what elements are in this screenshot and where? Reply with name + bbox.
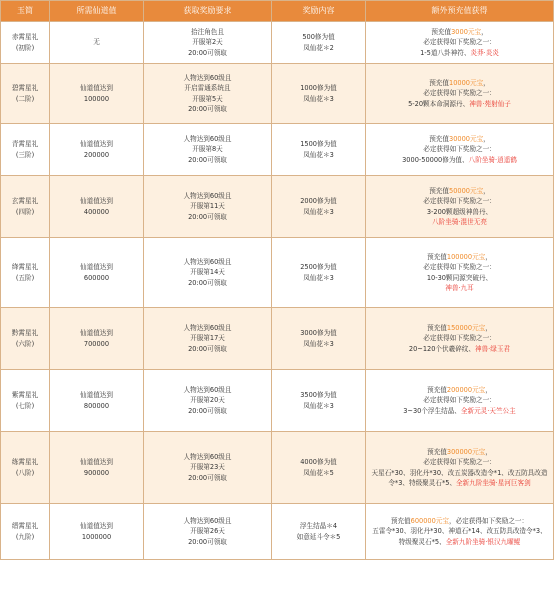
extra-reward-line <box>368 78 551 88</box>
cell-requirement-line: 开服第23天 <box>190 463 225 472</box>
cell-requirement <box>144 370 272 432</box>
highlight-text: 100000元宝 <box>446 252 486 261</box>
cell-reward <box>272 22 366 64</box>
extra-reward-line <box>368 283 551 293</box>
cell-requirement <box>144 432 272 504</box>
extra-text: ， <box>483 134 490 143</box>
cell-reward-line: 500修为值 <box>302 33 335 42</box>
cell-reward-line: 浮生结晶＊4 <box>299 522 338 531</box>
extra-reward-line <box>368 273 551 283</box>
cell-required-value <box>50 124 144 176</box>
extra-reward-line <box>368 48 551 58</box>
extra-text: 天星石*30、羽化丹*30、改五炭器改造令*1、改五防具改造 <box>371 468 548 477</box>
extra-text: 必定获得如下奖励之一： <box>423 145 496 154</box>
cell-jade-slip <box>1 432 50 504</box>
highlight-text: 神兽·九耳 <box>445 283 474 292</box>
highlight-text: 全新九阶坐骑·星河巨客剑 <box>456 478 531 487</box>
cell-jade-slip-line: (三阶) <box>15 150 35 159</box>
highlight-text: 200000元宝 <box>446 385 486 394</box>
extra-text: 3~30个浮生结晶、 <box>403 406 461 415</box>
cell-requirement-line: 开服第5天 <box>192 94 223 103</box>
cell-required-value-line: 仙道值达到 <box>80 140 113 149</box>
extra-reward-line <box>368 262 551 272</box>
cell-required-value <box>50 22 144 64</box>
cell-requirement-line: 开服第11天 <box>190 202 225 211</box>
cell-reward-line: 凤仙花＊3 <box>303 339 334 348</box>
extra-text: 预充值 <box>431 27 452 36</box>
extra-text: 3-200颗超级神兽丹、 <box>426 207 493 216</box>
extra-text: 必定获得如下奖励之一： <box>423 197 496 206</box>
extra-text: 必定获得如下奖励之一： <box>423 89 496 98</box>
extra-text: 预充值 <box>429 186 449 195</box>
cell-jade-slip <box>1 22 50 64</box>
cell-reward-line: 3000修为值 <box>300 329 337 338</box>
cell-extra-reward <box>366 22 554 64</box>
cell-jade-slip <box>1 238 50 308</box>
cell-requirement <box>144 22 272 64</box>
extra-reward-line <box>368 37 551 47</box>
cell-requirement-line: 开服第2天 <box>192 38 223 47</box>
cell-requirement-line: 开服第14天 <box>190 268 225 277</box>
cell-reward-line: 如意延斗令＊5 <box>296 532 341 541</box>
extra-reward-line <box>368 99 551 109</box>
cell-jade-slip-line: 紫霄星礼 <box>11 391 39 400</box>
extra-text: 必定获得如下奖励之一： <box>423 263 496 272</box>
extra-text: 5-20颗本命洞源丹、 <box>408 99 470 108</box>
header-requirement: 获取奖励要求 <box>144 1 272 22</box>
cell-requirement-line: 人物达到60级且 <box>183 257 232 266</box>
highlight-text: 神兽·绿玉君 <box>475 344 511 353</box>
extra-text: 预充值 <box>427 447 447 456</box>
extra-reward-line <box>368 27 551 37</box>
extra-text: ， <box>483 78 490 87</box>
cell-required-value-line: 仙道值达到 <box>80 458 113 467</box>
cell-required-value-line: 1000000 <box>81 532 112 541</box>
cell-required-value-line: 200000 <box>83 150 110 159</box>
extra-reward-line <box>368 88 551 98</box>
cell-requirement-line: 人物达到60级且 <box>183 191 232 200</box>
highlight-text: 炎莽·炎炎 <box>470 48 499 57</box>
extra-reward-line <box>368 406 551 416</box>
cell-requirement-line: 开服第17天 <box>190 334 225 343</box>
highlight-text: 全新元灵·天竺公主 <box>460 406 516 415</box>
cell-requirement-line: 人物达到60级且 <box>183 323 232 332</box>
cell-extra-reward <box>366 124 554 176</box>
extra-reward-line <box>368 196 551 206</box>
cell-reward-line: 4000修为值 <box>300 458 337 467</box>
cell-requirement-line: 人物达到60级且 <box>183 73 232 82</box>
highlight-text: 150000元宝 <box>446 323 486 332</box>
table-row <box>1 370 554 432</box>
cell-jade-slip-line: (四阶) <box>15 207 35 216</box>
extra-text: ，必定获得如下奖励之一： <box>449 516 529 525</box>
extra-reward-line <box>368 395 551 405</box>
cell-requirement-line: 拾注角色且 <box>191 27 224 36</box>
cell-required-value <box>50 176 144 238</box>
cell-reward-line: 3500修为值 <box>300 391 337 400</box>
cell-jade-slip <box>1 370 50 432</box>
extra-reward-line <box>368 144 551 154</box>
table-header-row <box>1 1 554 22</box>
cell-requirement <box>144 176 272 238</box>
extra-text: 预充值 <box>427 323 447 332</box>
cell-jade-slip <box>1 176 50 238</box>
cell-required-value <box>50 432 144 504</box>
cell-extra-reward <box>366 370 554 432</box>
cell-reward <box>272 64 366 124</box>
cell-jade-slip-line: 青霄星礼 <box>11 140 39 149</box>
cell-requirement-line: 开服第8天 <box>192 145 223 154</box>
cell-requirement-line: 20:00可领取 <box>188 104 227 113</box>
cell-required-value-line: 400000 <box>83 207 110 216</box>
cell-requirement-line: 20:00可领取 <box>188 278 227 287</box>
cell-jade-slip-line: 碧霄星礼 <box>11 84 39 93</box>
cell-reward-line: 凤仙花＊3 <box>303 94 334 103</box>
extra-text: ， <box>483 186 490 195</box>
cell-required-value-line: 900000 <box>83 468 110 477</box>
cell-jade-slip-line: (五阶) <box>15 273 35 282</box>
highlight-text: 神兽·苑射仙子 <box>469 99 511 108</box>
highlight-text: 全新九阶坐骑·银汉九曜鲲 <box>445 537 521 546</box>
extra-reward-line <box>368 385 551 395</box>
extra-reward-line <box>368 478 551 488</box>
cell-requirement-line: 20:00可领取 <box>188 473 227 482</box>
table-row <box>1 432 554 504</box>
table-row <box>1 124 554 176</box>
cell-reward <box>272 124 366 176</box>
cell-requirement-line: 20:00可领取 <box>188 537 227 546</box>
cell-reward-line: 凤仙花＊3 <box>303 150 334 159</box>
table-row <box>1 504 554 560</box>
extra-text: ， <box>485 447 492 456</box>
extra-reward-line <box>368 217 551 227</box>
header-required-value: 所需仙道值 <box>50 1 144 22</box>
highlight-text: 50000元宝 <box>449 186 484 195</box>
cell-jade-slip-line: (六阶) <box>15 339 35 348</box>
table-row <box>1 308 554 370</box>
extra-reward-line <box>368 457 551 467</box>
extra-text: 令*3、特级聚灵石*5、 <box>388 478 457 487</box>
highlight-text: 30000元宝 <box>449 134 484 143</box>
highlight-text: 八阶坐骑·逍遥鹤 <box>468 155 517 164</box>
cell-jade-slip-line: (七阶) <box>15 401 35 410</box>
cell-reward-line: 凤仙花＊5 <box>303 468 334 477</box>
cell-extra-reward <box>366 64 554 124</box>
cell-required-value-line: 100000 <box>83 94 110 103</box>
extra-text: 10-30颗同源突破丹、 <box>426 273 493 282</box>
cell-reward-line: 1500修为值 <box>300 140 337 149</box>
cell-requirement-line: 20:00可领取 <box>188 48 227 57</box>
cell-reward-line: 凤仙花＊2 <box>303 43 334 52</box>
table-row <box>1 64 554 124</box>
cell-required-value-line: 仙道值达到 <box>80 522 113 531</box>
extra-text: 预充值 <box>427 252 447 261</box>
cell-required-value <box>50 370 144 432</box>
cell-jade-slip-line: (初阶) <box>15 43 35 52</box>
extra-text: 必定获得如下奖励之一： <box>423 458 496 467</box>
cell-reward-line: 2000修为值 <box>300 197 337 206</box>
highlight-text: 600000元宝 <box>410 516 449 525</box>
table-row <box>1 176 554 238</box>
extra-text: ， <box>485 385 492 394</box>
extra-text: 特级聚灵石*5、 <box>398 537 446 546</box>
cell-required-value-line: 600000 <box>83 273 110 282</box>
cell-required-value-line: 仙道值达到 <box>80 329 113 338</box>
extra-reward-line <box>368 186 551 196</box>
extra-reward-line <box>368 468 551 478</box>
cell-requirement-line: 开服第26天 <box>190 527 225 536</box>
cell-extra-reward <box>366 504 554 560</box>
cell-requirement-line: 20:00可领取 <box>188 344 227 353</box>
cell-requirement-line: 20:00可领取 <box>188 155 227 164</box>
extra-text: 必定获得如下奖励之一： <box>423 396 496 405</box>
cell-requirement-line: 开启雷通系统且 <box>184 84 231 93</box>
cell-jade-slip-line: 玄霄星礼 <box>11 197 39 206</box>
cell-jade-slip-line: 黔霄星礼 <box>11 329 39 338</box>
extra-reward-line <box>368 155 551 165</box>
cell-requirement <box>144 124 272 176</box>
extra-text: 20~120个伏羲碎纹、 <box>408 344 475 353</box>
cell-requirement-line: 人物达到60级且 <box>183 452 232 461</box>
extra-reward-line <box>368 516 551 526</box>
cell-requirement-line: 开服第20天 <box>190 396 225 405</box>
extra-text: ， <box>485 323 492 332</box>
cell-reward-line: 凤仙花＊3 <box>303 273 334 282</box>
cell-reward <box>272 308 366 370</box>
cell-required-value-line: 仙道值达到 <box>80 197 113 206</box>
extra-reward-line <box>368 252 551 262</box>
cell-jade-slip-line: (八阶) <box>15 468 35 477</box>
cell-jade-slip <box>1 124 50 176</box>
cell-extra-reward <box>366 432 554 504</box>
extra-text: 预充值 <box>390 516 411 525</box>
extra-text: 1-5道八卦神符、 <box>420 48 471 57</box>
cell-reward-line: 2500修为值 <box>300 263 337 272</box>
highlight-text: 10000元宝 <box>449 78 484 87</box>
cell-reward <box>272 370 366 432</box>
extra-text: 预充值 <box>429 78 449 87</box>
cell-reward <box>272 176 366 238</box>
cell-jade-slip-line: 绛霄星礼 <box>11 263 39 272</box>
cell-required-value-line: 无 <box>93 38 100 47</box>
cell-requirement-line: 人物达到60级且 <box>183 385 232 394</box>
cell-required-value-line: 仙道值达到 <box>80 391 113 400</box>
extra-text: 预充值 <box>429 134 449 143</box>
cell-requirement-line: 人物达到60级且 <box>183 516 232 525</box>
cell-requirement-line: 人物达到60级且 <box>183 134 232 143</box>
cell-jade-slip <box>1 64 50 124</box>
table-row <box>1 238 554 308</box>
cell-required-value-line: 仙道值达到 <box>80 263 113 272</box>
highlight-text: 八阶坐骑·混世无亮 <box>432 217 487 226</box>
cell-reward <box>272 432 366 504</box>
header-extra-reward: 额外预充值获得 <box>366 1 554 22</box>
extra-reward-line <box>368 134 551 144</box>
cell-required-value-line: 仙道值达到 <box>80 84 113 93</box>
extra-reward-line <box>368 537 551 547</box>
cell-requirement-line: 20:00可领取 <box>188 406 227 415</box>
header-jade-slip: 玉简 <box>1 1 50 22</box>
cell-reward <box>272 238 366 308</box>
cell-required-value <box>50 64 144 124</box>
cell-requirement <box>144 64 272 124</box>
cell-required-value-line: 700000 <box>83 339 110 348</box>
cell-reward-line: 1000修为值 <box>300 84 337 93</box>
cell-extra-reward <box>366 238 554 308</box>
extra-reward-line <box>368 333 551 343</box>
cell-required-value-line: 800000 <box>83 401 110 410</box>
extra-reward-line <box>368 526 551 536</box>
cell-jade-slip-line: (二阶) <box>15 94 35 103</box>
extra-text: 必定获得如下奖励之一： <box>423 38 496 47</box>
extra-text: ， <box>481 27 488 36</box>
cell-jade-slip-line: 缙霄星礼 <box>11 522 39 531</box>
cell-extra-reward <box>366 176 554 238</box>
highlight-text: 300000元宝 <box>446 447 486 456</box>
cell-jade-slip-line: 练霄星礼 <box>11 458 39 467</box>
extra-reward-line <box>368 323 551 333</box>
cell-jade-slip <box>1 308 50 370</box>
cell-reward-line: 凤仙花＊3 <box>303 401 334 410</box>
cell-jade-slip-line: (九阶) <box>15 532 35 541</box>
cell-jade-slip-line: 赤霄星礼 <box>11 33 39 42</box>
extra-text: 五雷令*30、羽化丹*30、神道石*14、改五防具改造令*3、 <box>372 527 547 536</box>
extra-text: 3000-50000修为值、 <box>402 155 469 164</box>
cell-requirement <box>144 504 272 560</box>
cell-requirement <box>144 238 272 308</box>
cell-required-value <box>50 238 144 308</box>
table-row <box>1 22 554 64</box>
highlight-text: 3000元宝 <box>451 27 482 36</box>
cell-extra-reward <box>366 308 554 370</box>
extra-reward-line <box>368 344 551 354</box>
cell-required-value <box>50 308 144 370</box>
cell-reward-line: 凤仙花＊3 <box>303 207 334 216</box>
cell-required-value <box>50 504 144 560</box>
cell-jade-slip <box>1 504 50 560</box>
cell-requirement-line: 20:00可领取 <box>188 212 227 221</box>
header-reward: 奖励内容 <box>272 1 366 22</box>
extra-reward-line <box>368 447 551 457</box>
extra-text: ， <box>485 252 492 261</box>
table-body <box>1 22 554 560</box>
cell-reward <box>272 504 366 560</box>
extra-reward-line <box>368 207 551 217</box>
cell-requirement <box>144 308 272 370</box>
extra-text: 必定获得如下奖励之一： <box>423 334 496 343</box>
extra-text: 预充值 <box>427 385 447 394</box>
